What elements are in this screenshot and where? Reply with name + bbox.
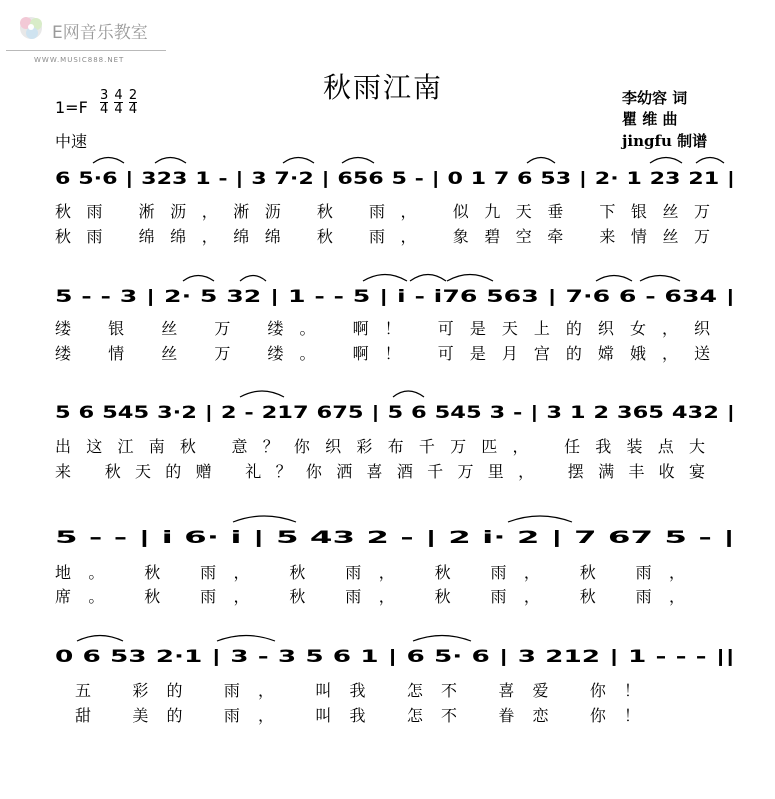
notes-line-5: 0 6 53 2·1 | 3 - 3 5 6 1 | 6 5· 6 | 3 212 | 1 - - - || xyxy=(55,647,735,667)
notes-line-2: 5 - - 3 | 2· 5 32 | 1 - - 5 | i - i76 563 | 7·6 6 - 634 | xyxy=(55,287,735,307)
lyric-line-4a: 地。 秋 雨， 秋 雨， 秋 雨， 秋 雨， xyxy=(55,563,686,582)
lyric-line-5a: 五 彩的 雨， 叫我 怎不 喜爱 你！ xyxy=(75,681,640,700)
slur xyxy=(410,275,446,282)
slur xyxy=(342,158,374,164)
slur xyxy=(217,636,275,642)
lyric-line-4b: 席。 秋 雨， 秋 雨， 秋 雨， 秋 雨， xyxy=(55,587,686,606)
logo-url: WWW.MUSIC888.NET xyxy=(34,56,125,64)
notes-line-1: 6 5·6 | 323 1 - | 3 7·2 | 656 5 - | 0 1 7 6 53 | 2· 1 23 21 | xyxy=(55,169,735,189)
slur xyxy=(93,158,124,164)
slur xyxy=(393,391,424,397)
system-3 xyxy=(55,403,735,481)
notation-credit: jingfu 制谱 xyxy=(622,132,708,150)
notes-line-4: 5 - - | i 6· i | 5 43 2 - | 2 i· 2 | 7 67 5 - | xyxy=(55,528,735,548)
time-signature-2: $\frac{4}{4}$ xyxy=(114,88,123,117)
lyric-line-5b: 甜 美的 雨， 叫我 怎不 眷恋 你！ xyxy=(75,706,640,725)
slur xyxy=(183,276,214,282)
key-signature: 1=F xyxy=(55,98,88,117)
slur xyxy=(508,516,572,522)
slur xyxy=(696,158,724,164)
system-1 xyxy=(55,169,735,246)
slur xyxy=(240,391,284,397)
slur xyxy=(155,158,186,164)
time-signature-3: $\frac{2}{4}$ xyxy=(128,88,138,117)
system-4 xyxy=(55,528,735,606)
slur xyxy=(240,276,266,282)
slur xyxy=(413,636,471,642)
lyric-line-1a: 秋雨 淅沥，淅沥 秋 雨， 似九天垂 下银丝万 xyxy=(55,202,710,221)
lyric-line-1b: 秋雨 绵绵，绵绵 秋 雨， 象碧空牵 来情丝万 xyxy=(55,227,710,246)
notes-line-3: 5 6 545 3·2 | 2 - 217 675 | 5 6 545 3 - | 3 1 2 365 432 | xyxy=(55,403,735,423)
lyric-line-2b: 缕 情 丝 万 缕。 啊！ 可是月宫的嫦娥，送 xyxy=(55,344,710,363)
slur xyxy=(283,158,314,164)
system-2 xyxy=(55,287,735,363)
slur xyxy=(447,275,493,282)
composer-credit: 瞿 维 曲 xyxy=(622,110,678,128)
lyricist-credit: 李幼容 词 xyxy=(622,89,688,107)
slur xyxy=(527,158,555,164)
system-5 xyxy=(55,647,735,725)
tempo-marking: 中速 xyxy=(55,132,88,151)
lyric-line-3b: 来 秋天的赠 礼？你洒喜酒千万里， 摆满丰收宴 xyxy=(55,462,706,481)
slur xyxy=(650,158,682,164)
slur xyxy=(640,276,680,282)
slur xyxy=(596,276,632,282)
slur xyxy=(77,636,123,642)
song-title: 秋雨江南 xyxy=(323,71,444,104)
lyric-line-2a: 缕 银 丝 万 缕。 啊！ 可是天上的织女，织 xyxy=(55,319,710,338)
slur xyxy=(233,516,296,522)
lyric-line-3a: 出这江南秋 意？你织彩布千万匹， 任我装点大 xyxy=(55,437,705,456)
time-signature-1: $\frac{3}{4}$ xyxy=(100,88,109,117)
logo-name: E网音乐教室 xyxy=(52,23,148,43)
slur xyxy=(363,275,407,282)
